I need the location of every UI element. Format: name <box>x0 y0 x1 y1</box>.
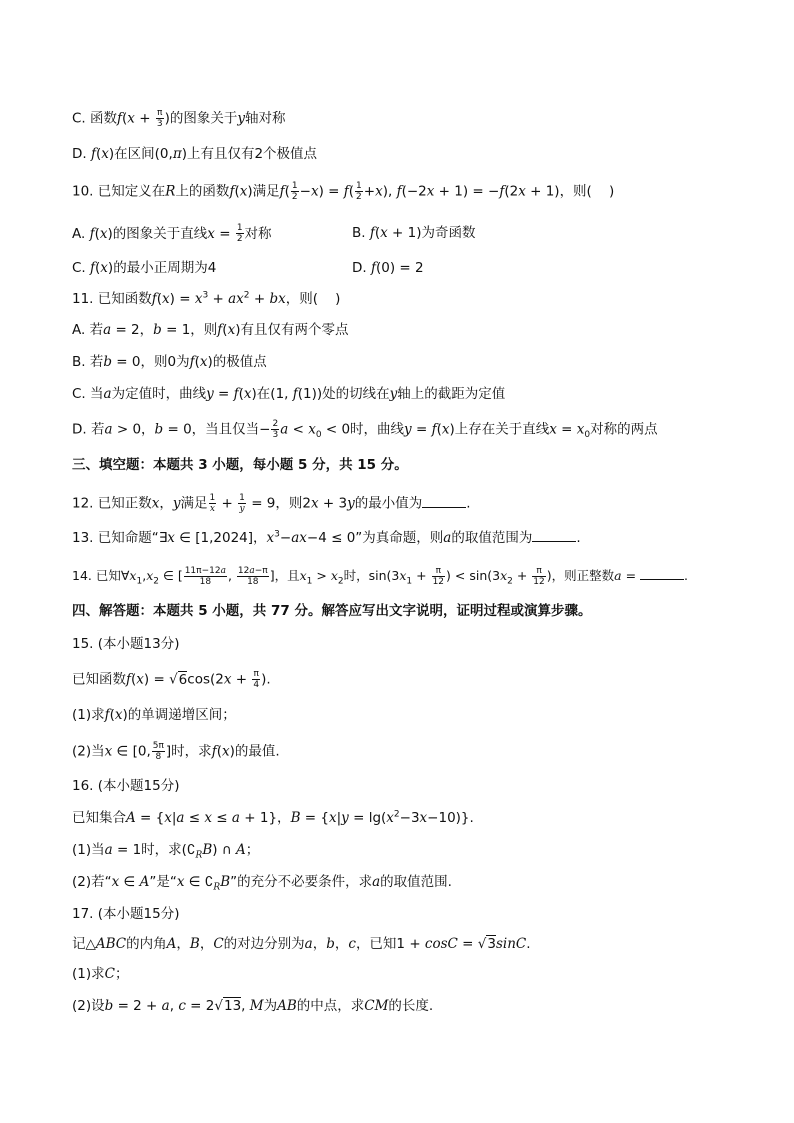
question-17-title: 17. (本小题15分) <box>72 906 180 922</box>
question-10-option-c: C. f(x)的最小正周期为4 <box>72 260 217 276</box>
question-9-option-c: C. 函数f(x + $\frac{\pi}{3}$ )的图象关于y轴对称 <box>72 108 286 129</box>
section-4-heading: 四、解答题：本题共 5 小题，共 77 分。解答应写出文字说明，证明过程或演算步骤。 <box>72 603 592 619</box>
question-9-option-d: D. f(x)在区间(0,π)上有且仅有2个极值点 <box>72 146 318 162</box>
question-17-part-2: (2)设b = 2 + a, c = 2√13, M为AB的中点，求CM的长度. <box>72 998 434 1014</box>
question-10-options-ab <box>72 223 672 244</box>
question-10-stem: 10. 已知定义在R上的函数f(x)满足f( $\frac{1}{2}$ −x) = f( $\frac{1}{2}$ +x), f(−2x + 1) = −f(2x + 1)，则( ) <box>72 181 615 202</box>
answer-blank <box>532 529 576 542</box>
question-17-stem: 记△ABC的内角A，B，C的对边分别为a，b，c，已知1 + cosC = √3sinC. <box>72 936 531 952</box>
question-10-option-a: A. f(x)的图象关于直线x = $\frac{1}{2}$ 对称 <box>72 223 272 244</box>
question-17-part-1: (1)求C； <box>72 966 129 982</box>
answer-blank <box>422 495 466 508</box>
question-11-option-a: A. 若a = 2，b = 1，则f(x)有且仅有两个零点 <box>72 322 349 338</box>
question-11-stem: 11. 已知函数$f(x) = x^3 + ax^2$ + bx，则( ) <box>72 290 341 307</box>
question-16-part-2: (2)若“x ∈ A”是“x ∈ $∁_RB$”的充分不必要条件，求a的取值范围. <box>72 874 452 893</box>
question-12: 12. 已知正数x，y满足 $\frac{1}{x}$ + $\frac{1}{y}$ = 9，则2x + 3y的最小值为 . <box>72 493 471 514</box>
question-16-stem: 已知集合A = {x|a ≤ x ≤ a + 1}，$B = \{x|y = \lg(x^2-3x-10)\}$. <box>72 809 474 826</box>
question-15-part-2: (2)当x ∈ [0, $\frac{5\pi}{8}$ ]时，求f(x)的最值. <box>72 741 280 762</box>
question-10-option-b: B. f(x + 1)为奇函数 <box>352 225 476 241</box>
question-15-title: 15. (本小题13分) <box>72 636 180 652</box>
section-3-heading: 三、填空题：本题共 3 小题，每小题 5 分，共 15 分。 <box>72 457 408 473</box>
question-11-option-c: C. 当a为定值时，曲线y = f(x)在(1, f(1))处的切线在y轴上的截距为定值 <box>72 386 506 402</box>
question-15-part-1: (1)求f(x)的单调递增区间； <box>72 707 236 723</box>
question-13: 13. 已知命题“∃x ∈ [1,2024]，$x^3-ax-4 \le 0$”为真命题，则a的取值范围为 . <box>72 529 581 546</box>
question-10-option-d: D. f(0) = 2 <box>352 260 424 276</box>
question-16-title: 16. (本小题15分) <box>72 778 180 794</box>
question-14: 14. 已知$\forall x_1,x_2$ ∈ [ $\frac{11\pi-12a}{18}$ , $\frac{12a-\pi}{18}$ ]，且$x_1 > x_2$时，$\sin(3x_1$ + $\frac{\pi}{12}$ ) < $\sin(3x_2$ + $\frac{\pi}{12}$ )，则正整数a = . <box>72 566 688 587</box>
question-11-option-d: D. 若a > 0，b = 0，当且仅当− $\frac{2}{3}$ $a < x_0 < 0$时，曲线y = f(x)上存在关于直线$x = x_0$对称的两点 <box>72 419 658 441</box>
question-15-stem: 已知函数f(x) = √6cos(2x + $\frac{\pi}{4}$ ). <box>72 669 271 690</box>
question-10-options-cd <box>72 258 672 278</box>
answer-blank <box>640 567 684 580</box>
question-16-part-1: (1)当a = 1时，求$(∁_RB)$ ∩ A； <box>72 842 260 861</box>
question-11-option-b: B. 若b = 0，则0为f(x)的极值点 <box>72 354 267 370</box>
